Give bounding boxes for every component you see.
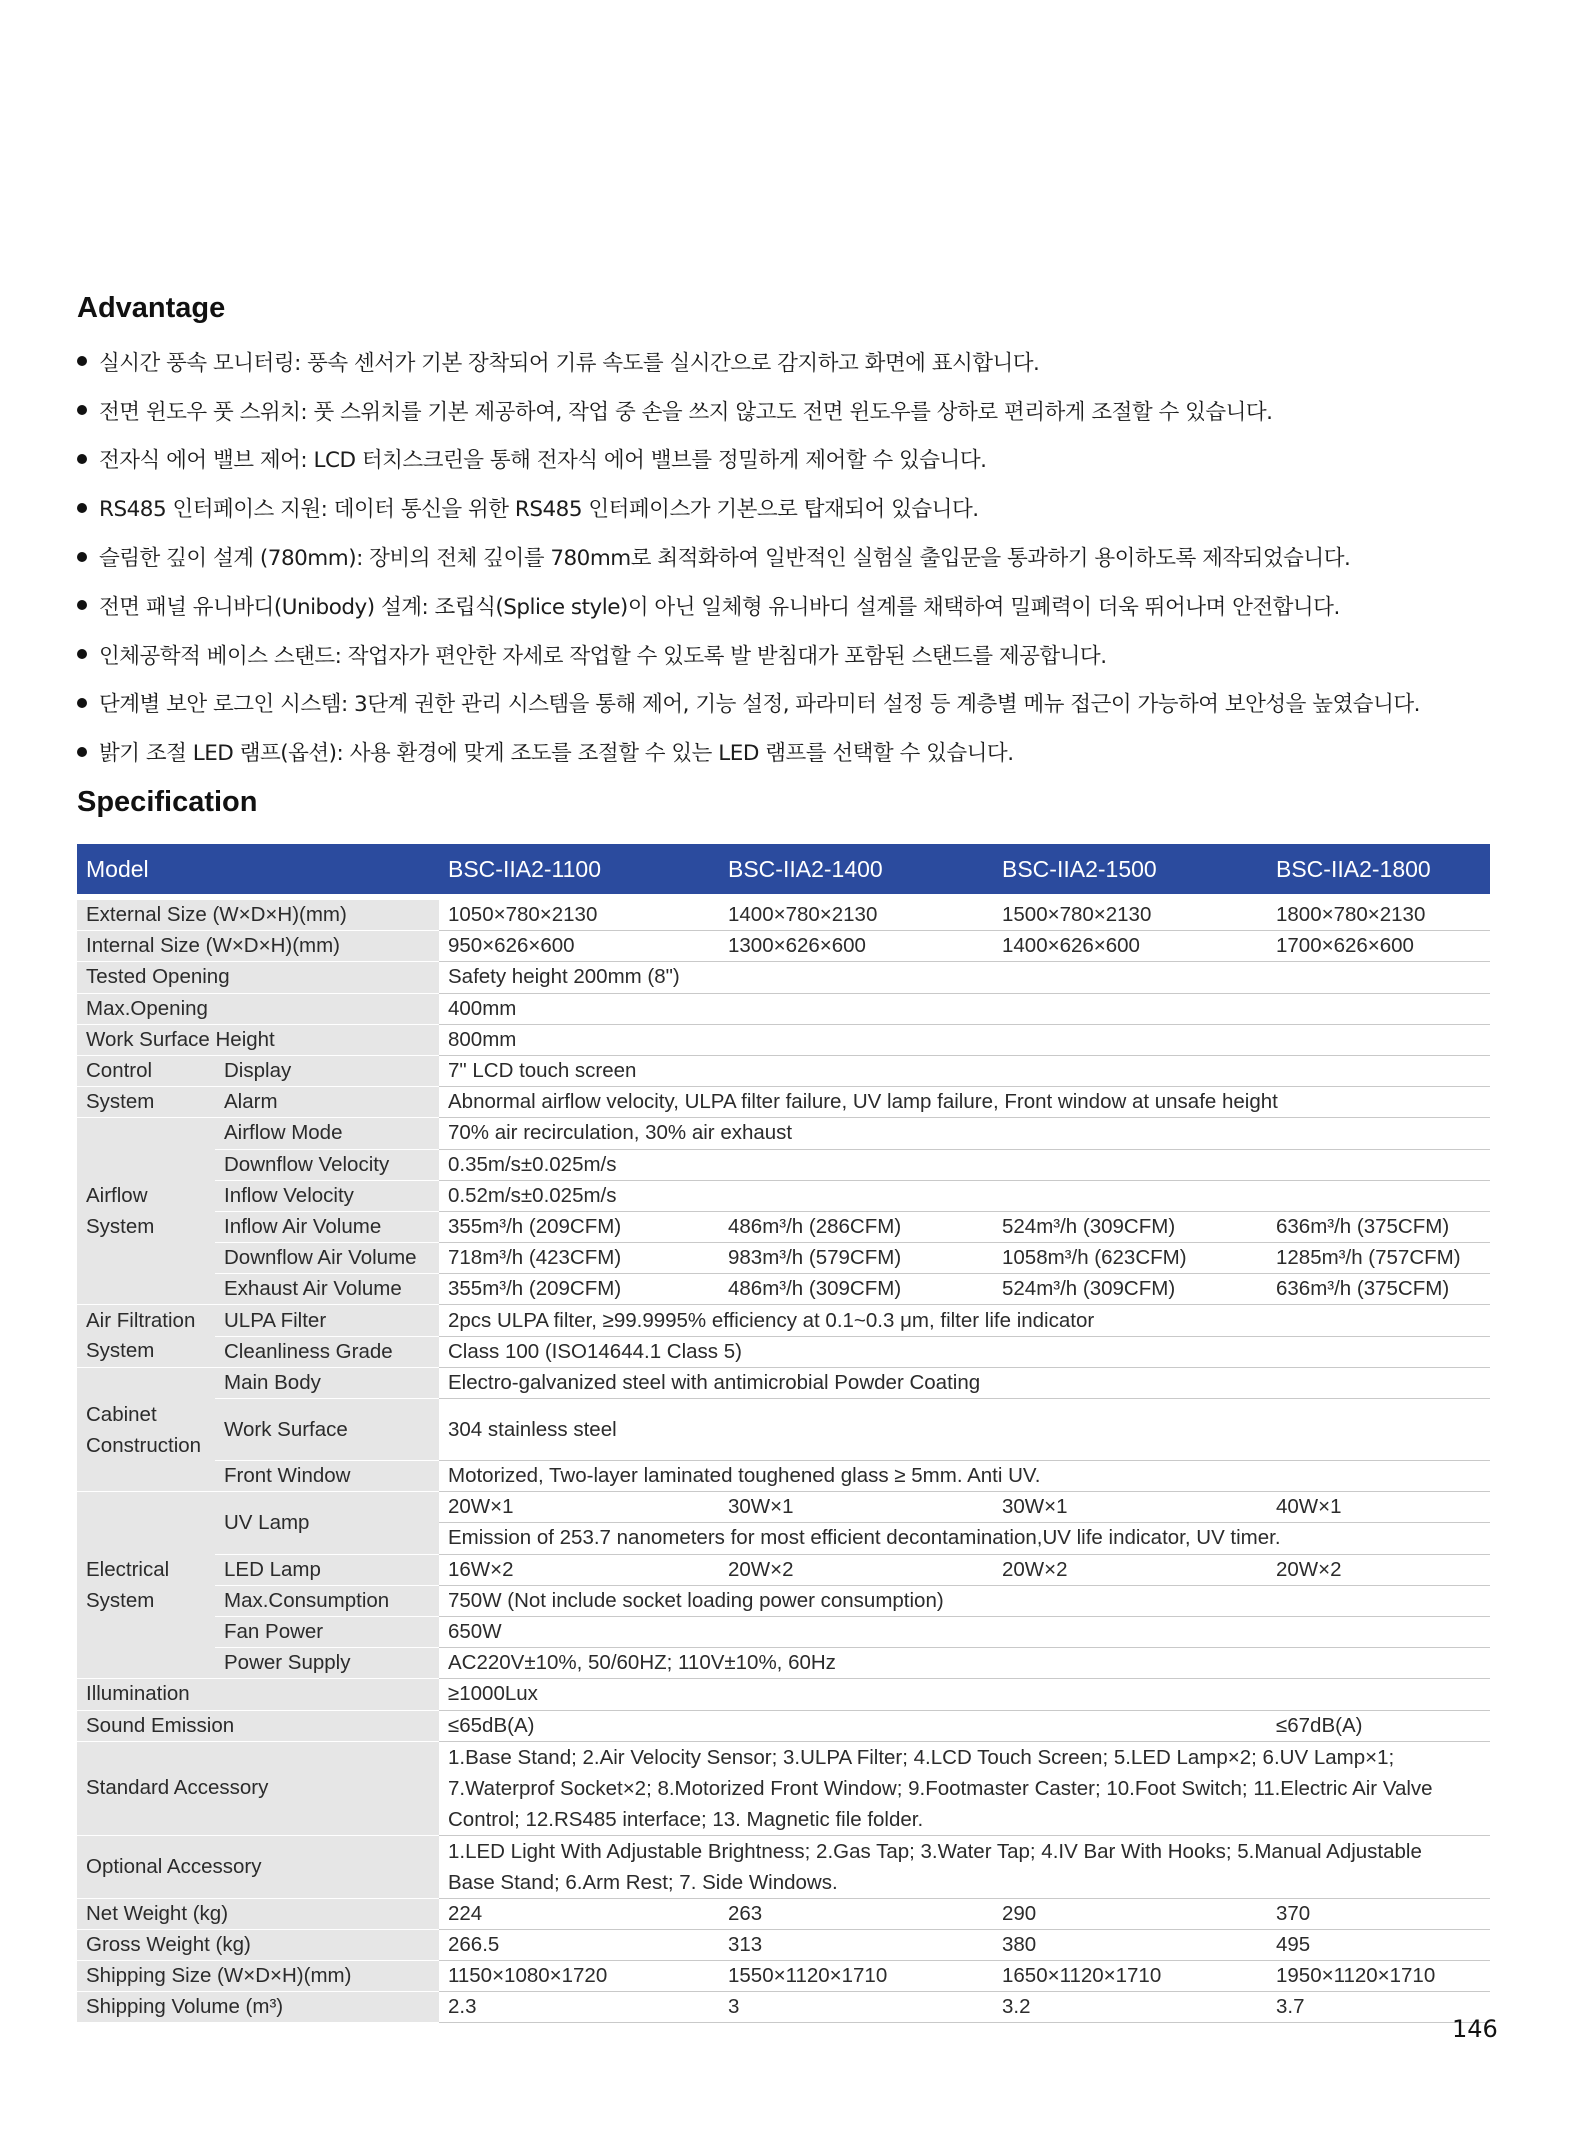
cell: Electro-galvanized steel with antimicrobial Powder Coating [439,1367,1490,1398]
cell: 380 [993,1929,1267,1960]
cell: 3.2 [993,1992,1267,2023]
accessory-line: 1.Base Stand; 2.Air Velocity Sensor; 3.ULPA Filter; 4.LCD Touch Screen; 5.LED Lamp×2; 6.UV Lamp×1; [448,1745,1395,1769]
cell: 355m³/h (209CFM) [439,1211,719,1242]
group-label-electrical: Electrical [77,1554,215,1585]
cell: 486m³/h (286CFM) [719,1211,993,1242]
cell: 524m³/h (309CFM) [993,1274,1267,1305]
row-label: Downflow Velocity [215,1149,439,1180]
cell: 1550×1120×1710 [719,1961,993,1992]
bullet-icon [77,552,87,562]
group-spacer [77,1149,215,1180]
group-label-electrical-2: System [77,1585,215,1616]
bullet-icon [77,649,87,659]
cell: 290 [993,1898,1267,1929]
group-spacer [77,1616,215,1647]
cell: 636m³/h (375CFM) [1267,1211,1490,1242]
cell: 40W×1 [1267,1492,1490,1523]
cell: 950×626×600 [439,931,719,962]
group-label-cabinet [77,1399,215,1461]
cell: 1300×626×600 [719,931,993,962]
advantage-text: 전면 윈도우 풋 스위치: 풋 스위치를 기본 제공하여, 작업 중 손을 쓰지 않고도 전면 윈도우를 상하로 편리하게 조절할 수 있습니다. [99,399,1273,425]
row-label: Fan Power [215,1616,439,1647]
accessory-line: Base Stand; 6.Arm Rest; 7. Side Windows. [448,1870,838,1894]
row-label: Illumination [77,1679,439,1710]
bullet-icon [77,405,87,415]
group-label-filtration: Air Filtration [77,1305,215,1336]
row-label: Exhaust Air Volume [215,1274,439,1305]
table-row [77,1399,1490,1461]
table-row [77,1929,1490,1960]
bullet-icon [77,600,87,610]
table-row [77,1243,1490,1274]
row-label: Main Body [215,1367,439,1398]
cell: 1150×1080×1720 [439,1961,719,1992]
cell: 750W (Not include socket loading power consumption) [439,1585,1490,1616]
cell: 486m³/h (309CFM) [719,1274,993,1305]
row-label: Front Window [215,1461,439,1492]
cell: 16W×2 [439,1554,719,1585]
bullet-icon [77,747,87,757]
table-row [77,1211,1490,1242]
accessory-line: Control; 12.RS485 interface; 13. Magnetic file folder. [448,1807,924,1831]
cell: ≥1000Lux [439,1679,1490,1710]
table-row [77,1898,1490,1929]
advantage-item [77,727,1467,776]
specification-heading: Specification [77,786,258,818]
cell: 355m³/h (209CFM) [439,1274,719,1305]
group-spacer [77,1492,215,1523]
cell: 0.52m/s±0.025m/s [439,1180,1490,1211]
cell: Safety height 200mm (8") [439,962,1490,993]
table-row [77,1585,1490,1616]
cell: Motorized, Two-layer laminated toughened glass ≥ 5mm. Anti UV. [439,1461,1490,1492]
table-header-row [77,844,1490,894]
cell: ≤67dB(A) [1267,1710,1490,1741]
header-model: Model [77,844,439,894]
row-label: LED Lamp [215,1554,439,1585]
cell: 30W×1 [719,1492,993,1523]
table-row [77,993,1490,1024]
bullet-icon [77,698,87,708]
table-row [77,1024,1490,1055]
row-label: Standard Accessory [77,1741,439,1835]
cell: 800mm [439,1024,1490,1055]
cell: 983m³/h (579CFM) [719,1243,993,1274]
row-label: Internal Size (W×D×H)(mm) [77,931,439,962]
cell: 3 [719,1992,993,2023]
row-label: Power Supply [215,1648,439,1679]
row-label: Optional Accessory [77,1835,439,1898]
advantage-text: 밝기 조절 LED 램프(옵션): 사용 환경에 맞게 조도를 조절할 수 있는 LED 램프를 선택할 수 있습니다. [99,741,1014,767]
table-row [77,1492,1490,1523]
cell: 313 [719,1929,993,1960]
cell: 3.7 [1267,1992,1490,2023]
row-label: Shipping Size (W×D×H)(mm) [77,1961,439,1992]
table-row [77,1741,1490,1835]
group-label-control-2: System [77,1087,215,1118]
accessory-line: 7.Waterprof Socket×2; 8.Motorized Front Window; 9.Footmaster Caster; 10.Foot Switch; 11.Electric Air Valve [448,1776,1433,1800]
table-row [77,1835,1490,1898]
cell: 1050×780×2130 [439,900,719,931]
advantage-item [77,581,1467,630]
accessory-line: 1.LED Light With Adjustable Brightness; 2.Gas Tap; 3.Water Tap; 4.IV Bar With Hooks; 5.Manual Adjustable [448,1839,1422,1863]
cell: Abnormal airflow velocity, ULPA filter failure, UV lamp failure, Front window at unsafe height [439,1087,1490,1118]
row-label: Inflow Air Volume [215,1211,439,1242]
table-row [77,1367,1490,1398]
group-spacer [77,1243,215,1274]
advantage-item [77,386,1467,435]
cell: 0.35m/s±0.025m/s [439,1149,1490,1180]
advantage-text: 단계별 보안 로그인 시스템: 3단계 권한 관리 시스템을 통해 제어, 기능 설정, 파라미터 설정 등 계층별 메뉴 접근이 가능하여 보안성을 높였습니다. [99,692,1420,718]
row-label: External Size (W×D×H)(mm) [77,900,439,931]
header-model-1800: BSC-IIA2-1800 [1267,844,1490,894]
group-label-control: Control [77,1055,215,1086]
table-row [77,1180,1490,1211]
table-row [77,1274,1490,1305]
table-row [77,1055,1490,1086]
row-label: Display [215,1055,439,1086]
group-spacer [77,1367,215,1398]
cell: 1650×1120×1710 [993,1961,1267,1992]
bullet-icon [77,503,87,513]
header-model-1400: BSC-IIA2-1400 [719,844,993,894]
cell: Class 100 (ISO14644.1 Class 5) [439,1336,1490,1367]
cell: 20W×2 [1267,1554,1490,1585]
cell: 1400×626×600 [993,931,1267,962]
cell: 266.5 [439,1929,719,1960]
table-row [77,1336,1490,1367]
table-row [77,1149,1490,1180]
page-number: 146 [1452,2015,1498,2043]
cell: 370 [1267,1898,1490,1929]
cell: Emission of 253.7 nanometers for most efficient decontamination,UV life indicator, UV timer. [439,1523,1490,1554]
row-label: Max.Opening [77,993,439,1024]
group-spacer [77,1648,215,1679]
cell: 524m³/h (309CFM) [993,1211,1267,1242]
bullet-icon [77,356,87,366]
group-spacer [77,1523,215,1554]
row-label: ULPA Filter [215,1305,439,1336]
row-label: Airflow Mode [215,1118,439,1149]
cell: 224 [439,1898,719,1929]
table-row [77,1679,1490,1710]
group-label-airflow-2: System [77,1211,215,1242]
table-row [77,1616,1490,1647]
row-label: Sound Emission [77,1710,439,1741]
table-row [77,931,1490,962]
advantage-item [77,483,1467,532]
cell: 400mm [439,993,1490,1024]
row-label: Max.Consumption [215,1585,439,1616]
header-model-1100: BSC-IIA2-1100 [439,844,719,894]
cell: 30W×1 [993,1492,1267,1523]
row-label: Inflow Velocity [215,1180,439,1211]
cell: ≤65dB(A) [439,1710,1267,1741]
advantage-text: 슬림한 깊이 설계 (780mm): 장비의 전체 깊이를 780mm로 최적화하여 일반적인 실험실 출입문을 통과하기 용이하도록 제작되었습니다. [99,546,1351,572]
cell: 1500×780×2130 [993,900,1267,931]
specification-table [77,844,1490,2023]
row-label: Work Surface [215,1399,439,1461]
table-row [77,1118,1490,1149]
advantage-item [77,679,1467,728]
table-row [77,1305,1490,1336]
cell: 2pcs ULPA filter, ≥99.9995% efficiency at 0.1~0.3 μm, filter life indicator [439,1305,1490,1336]
row-label: Gross Weight (kg) [77,1929,439,1960]
group-spacer [77,1274,215,1305]
group-label-cabinet-2: Construction [86,1433,202,1457]
cell: 20W×2 [993,1554,1267,1585]
cell: 304 stainless steel [439,1399,1490,1461]
row-label: Work Surface Height [77,1024,439,1055]
cell: 2.3 [439,1992,719,2023]
group-label-airflow: Airflow [77,1180,215,1211]
group-label-filtration-2: System [77,1336,215,1367]
cell: AC220V±10%, 50/60HZ; 110V±10%, 60Hz [439,1648,1490,1679]
row-label: Net Weight (kg) [77,1898,439,1929]
advantage-text: 전면 패널 유니바디(Unibody) 설계: 조립식(Splice style)이 아닌 일체형 유니바디 설계를 채택하여 밀폐력이 더욱 뛰어나며 안전합니다. [99,594,1340,620]
table-row [77,1992,1490,2023]
advantage-list [77,337,1467,776]
cell: 718m³/h (423CFM) [439,1243,719,1274]
cell: 7" LCD touch screen [439,1055,1490,1086]
cell: 20W×1 [439,1492,719,1523]
cell: 1700×626×600 [1267,931,1490,962]
table-row [77,1710,1490,1741]
cell: 495 [1267,1929,1490,1960]
group-spacer [77,1461,215,1492]
cell: 1800×780×2130 [1267,900,1490,931]
advantage-text: 인체공학적 베이스 스탠드: 작업자가 편안한 자세로 작업할 수 있도록 발 받침대가 포함된 스탠드를 제공합니다. [99,643,1107,669]
advantage-heading: Advantage [77,292,226,324]
header-model-1500: BSC-IIA2-1500 [993,844,1267,894]
cell: 263 [719,1898,993,1929]
row-label: Cleanliness Grade [215,1336,439,1367]
cell: 1285m³/h (757CFM) [1267,1243,1490,1274]
table-row [77,900,1490,931]
row-label: Alarm [215,1087,439,1118]
table-row [77,1087,1490,1118]
cell: 20W×2 [719,1554,993,1585]
cell: 1950×1120×1710 [1267,1961,1490,1992]
advantage-text: RS485 인터페이스 지원: 데이터 통신을 위한 RS485 인터페이스가 기본으로 탑재되어 있습니다. [99,497,979,523]
cell: 70% air recirculation, 30% air exhaust [439,1118,1490,1149]
cell: 1400×780×2130 [719,900,993,931]
cell: 636m³/h (375CFM) [1267,1274,1490,1305]
cell [439,1835,1490,1898]
table-row [77,1648,1490,1679]
advantage-item [77,435,1467,484]
row-label: Tested Opening [77,962,439,993]
bullet-icon [77,454,87,464]
cell [439,1741,1490,1835]
cell: 650W [439,1616,1490,1647]
table-row [77,1461,1490,1492]
table-row [77,1961,1490,1992]
advantage-text: 전자식 에어 밸브 제어: LCD 터치스크린을 통해 전자식 에어 밸브를 정밀하게 제어할 수 있습니다. [99,448,987,474]
table-row [77,962,1490,993]
row-label: Downflow Air Volume [215,1243,439,1274]
advantage-item [77,337,1467,386]
group-label-cabinet-1: Cabinet [86,1402,157,1426]
advantage-text: 실시간 풍속 모니터링: 풍속 센서가 기본 장착되어 기류 속도를 실시간으로 감지하고 화면에 표시합니다. [99,350,1040,376]
group-spacer [77,1118,215,1149]
advantage-item [77,532,1467,581]
table-row [77,1554,1490,1585]
cell: 1058m³/h (623CFM) [993,1243,1267,1274]
advantage-item [77,630,1467,679]
row-label: UV Lamp [215,1492,439,1554]
row-label: Shipping Volume (m³) [77,1992,439,2023]
